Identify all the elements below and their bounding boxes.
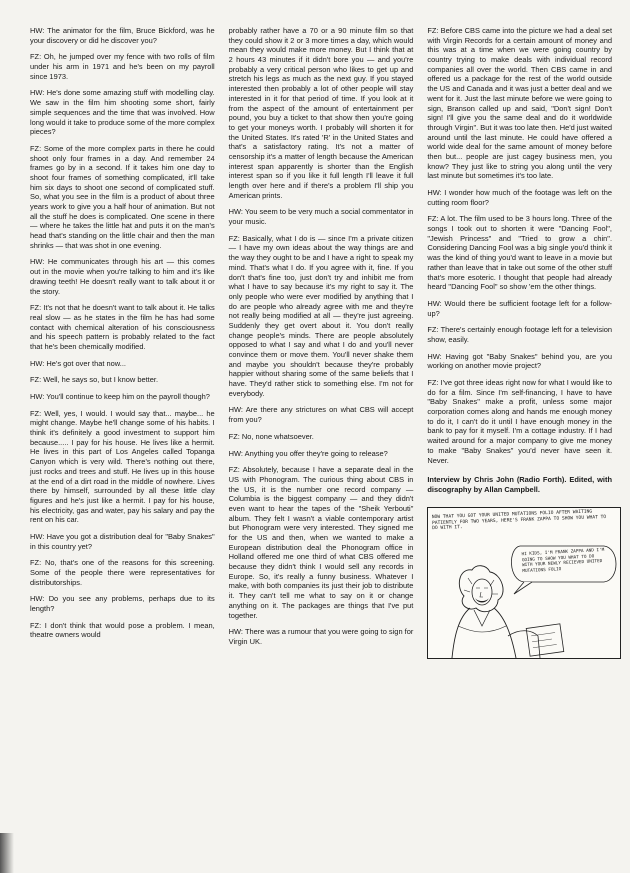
paragraph: HW: You'll continue to keep him on the payroll though? [30,392,210,401]
cartoon-caption: NOW THAT YOU GOT YOUR UNITED MUTATIONS FOLIO AFTER WAITING PATIENTLY FOR TWO YEARS, HERE'S FRANK ZAPPA TO SHOW YOU WHAT TO DO WITH IT. [432,509,607,532]
paragraph: HW: The animator for the film, Bruce Bickford, was he your discovery or did he discover you? [30,26,215,45]
paragraph: FZ: Some of the more complex parts in there he could shoot only four frames in a day. And remember 24 frames go by in a second. If it takes him one day to shoot four frames of something complicated, it'll take him six days to shoot one second of complicated stuff. So, what you see in the film is a product of about three years work to give you a half hour of animation. But not all the stuff he does is complicated. One scene in there — where he takes the little hat and puts it on the man's head that's standing on the little chair and then the man shrinks — that was shot in one evening. [30,143,215,250]
paragraph: FZ: I've got three ideas right now for what I would like to do for a film. Since I'm self-financing, I have to have "Baby Snakes" make a profit, unless some major corporation comes along and hands me enough money to do it, I can't do it until I have enough money in the bank to pay for it myself. I'm a cottage industry. If I had waited around for a major company to give me money to make "Baby Snakes" you'd never have seen it. Never. [427,378,613,465]
paragraph: FZ: It's not that he doesn't want to talk about it. He talks real slow — as he states in the film he has had some contact with chemical alteration of his consciousness and his speech pattern is probably related to the fact that he's been chemically modified. [30,303,215,351]
paragraph: FZ: Basically, what I do is — since I'm a private citizen — I have my own ideas about the way things are and the way they ought to be and I have a right to speak my mind. That's what I do. If you agree with it, fine. If you don't that's fine too, just don't try and inhibit me from what I have to say because it's my right to say it. The only people who were ever modified by anything that I do are people who already agree with me and they're not really being modified at all — they're just agreeing. Suddenly they get overt about it. You don't really change people's minds. There are people absolutely opposed to what I say and what I do and you'll never convince them or move them. You'll never shake them and maybe you shouldn't because they're probably happier without sharing some of the same beliefs that I have. They'd rather stick to something else. I'm not for everybody. [228,233,414,398]
paragraph: HW: He's done some amazing stuff with modelling clay. We saw in the film him shooting some short, fairly simple sequences and the time that was involved. How long would it take to produce some of the more complex pieces? [30,88,215,137]
paragraph: FZ: Well, yes, I would. I would say that... maybe... he might change. Maybe he'll change some of his habits. I think it's definitely a good investment to support him because..... I pay for his house. He lives like a hermit. He lives in this part of Los Angeles called Topanga Canyon which is very wild. There's nothing out there, just rocks and trees and stuff. He lives up in this house at the end of a dirt road in the middle of nowhere. Lives there by himself, surrounded by all these little clay figures and he's just like a hermit. I pay for his house, his electricity, gas and water, pay his salary and pay the rent on his car. [30,408,215,525]
interview-credit: Interview by Chris John (Radio Forth). Edited, with discography by Allan Campbell. [427,475,613,494]
paragraph: FZ: No, none whatsoever. [228,431,314,441]
paragraph: FZ: A lot. The film used to be 3 hours long. Three of the songs I took out to shorten it were "Dancing Fool", "Jewish Princess" and "Tried to grow a chin". Considering Dancing Fool was a big single you'd think it was the kind of thing you'd want to leave in a movie but rather than leave that in take out some of the other stuff that's more esoteric. I thought that people had already heard "Dancing Fool" so show 'em the other things. [427,214,613,292]
paragraph: HW: I wonder how much of the footage was left on the cutting room floor? [427,188,613,207]
paragraph: HW: There was a rumour that you were going to sign for Virgin UK. [228,627,414,646]
paragraph: HW: Having got "Baby Snakes" behind you, are you working on another movie project? [427,351,613,371]
column-2 [229,26,414,865]
page-shadow [0,833,14,873]
column-1 [30,26,215,865]
paragraph: HW: He communicates through his art — this comes out in the movie when you're talking to him and it's like drawing teeth! He doesn't really want to talk about it or the story. [30,257,215,296]
paragraph: HW: Are there any strictures on what CBS will accept from you? [228,405,414,425]
magazine-page [30,26,612,865]
paragraph: FZ: Well, he says so, but I know better. [30,375,159,385]
paragraph: HW: You seem to be very much a social commentator in your music. [228,207,414,227]
paragraph: FZ: Before CBS came into the picture we had a deal set with Virgin Records for a certain amount of money and this was at a time when we were going country by country trying to make deals with individual record companies all over the world. Then CBS came in and offered us a package for the rest of the world outside the US and Canada and it was just a better deal and we went for it. Just the last minute before we were going to sign, Branson called up and said, "Don't sign! Don't sign! I'll give you the same deal and do it worldwide through Virgin". But it was too late then. He'd just waited around until the last minute. He could have offered a world wide deal for the same amount of money before then but... people are just cagey business men, you know? They just like to string you along until the very last minute but sometimes it's too late. [427,26,613,181]
paragraph: FZ: Absolutely, because I have a separate deal in the US with Phonogram. The curious thing about CBS in the US, it is the number one record company — Columbia is the biggest company — and they didn't even want to hear the tapes of the "Sheik Yerbouti" album. They felt I wasn't a viable contemporary artist but Phonogram were very interested. They signed me for the US and then, when we wanted to make a European distribution deal the Phonogram office in Holland offered me one third of what CBS offered me because they didn't think I would sell any records in Europe. So, it's really a funny business. Whatever I make, with both companies its just their job to distribute it. They can't tell me what to say on it or change anything on it. The packages are things that I've put together. [228,465,414,620]
paragraph: FZ: No, that's one of the reasons for this screening. Some of the people there were representatives for distributorships. [30,558,215,587]
paragraph: FZ: Oh, he jumped over my fence with two rolls of film under his arm in 1971 and he's been on my payroll since 1973. [30,52,215,81]
paragraph: probably rather have a 70 or a 90 minute film so that they could show it 2 or 3 more times a day, which would mean they would make more money. But I think that at 2 hours 43 minutes if it didn't bore you — and you're probably a very critical person who likes to get up and stretch his legs as much as the next guy. If you stayed interested then probably a lot of other people will stay interested in it for that period of time. If you look at it from the aspect of the amount of entertainment per pound, you buy a ticket to that show then you're going to get your moneys worth. I probably will shorten it for the United States. It's rated 'R' in the United States and that's a satisfactory rating. It's not a matter of censorship it's a matter of length because the American interest span apparently is shorter than the English interest span so if you like it full length I'll leave it full length over here and if there's a problem I'll ship you American prints. [228,26,414,200]
paragraph: HW: Have you got a distribution deal for "Baby Snakes" in this country yet? [30,531,215,551]
cartoon-illustration [427,507,621,659]
paragraph: FZ: There's certainly enough footage left for a television show, easily. [427,325,613,344]
paragraph: HW: He's got over that now... [30,358,126,368]
column-3 [427,26,612,865]
paragraph: HW: Would there be sufficient footage left for a follow-up? [427,298,613,318]
cartoon-speech-bubble-text: HI KIDS, I'M FRANK ZAPPA AND I'M GOING TO SHOW YOU WHAT TO DO WITH YOUR NEWLY RECIEVED UNITED MUTATIONS FOLIO [521,547,605,574]
paragraph: HW: Do you see any problems, perhaps due to its length? [30,594,215,614]
paragraph: FZ: I don't think that would pose a problem. I mean, theatre owners would [30,620,215,640]
paragraph: HW: Anything you offer they're going to release? [228,448,388,458]
